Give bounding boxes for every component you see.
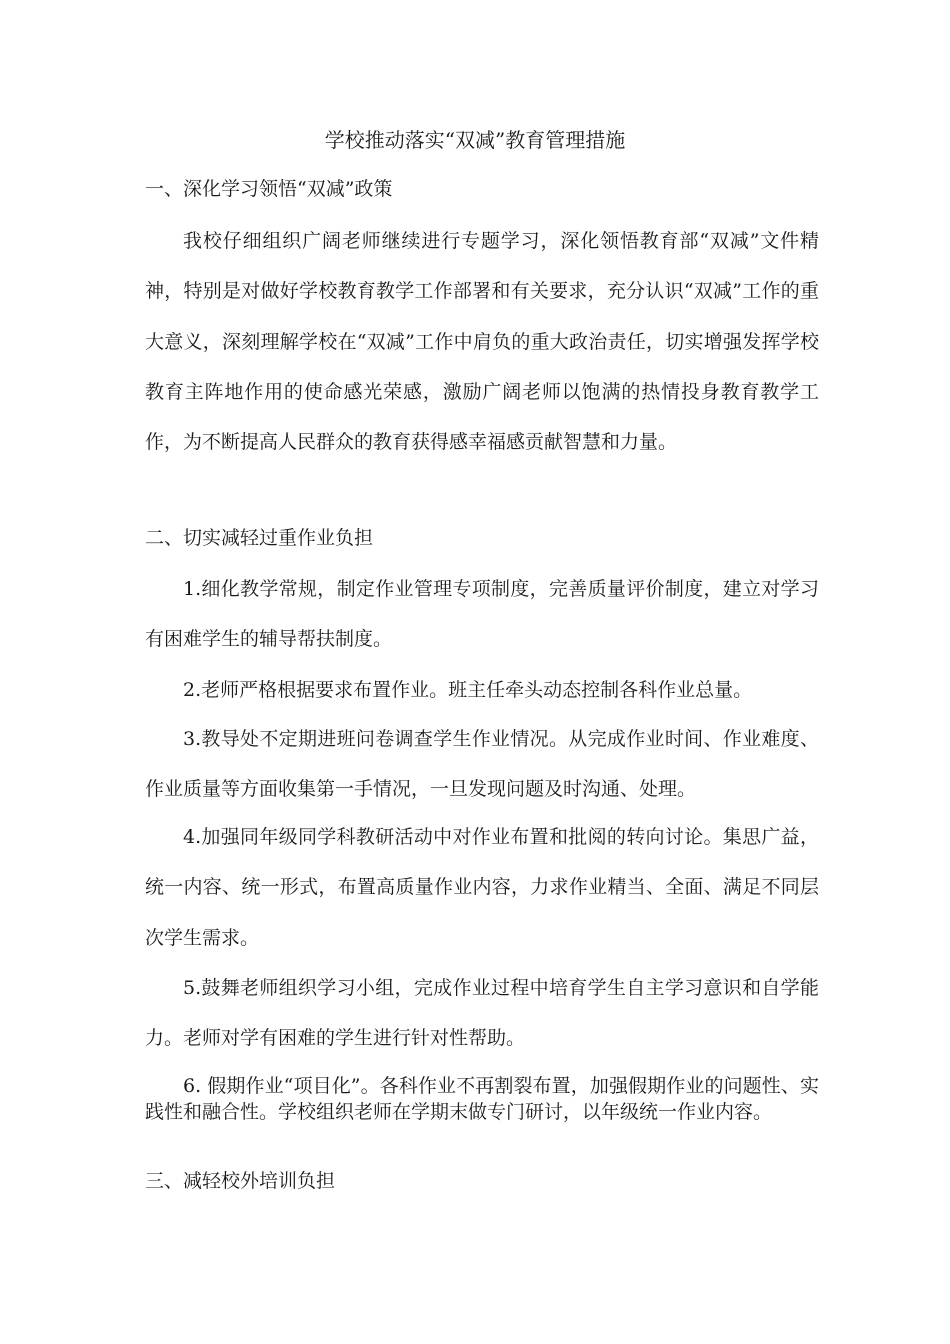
section-2-item-6: 6. 假期作业“项目化”。各科作业不再割裂布置，加强假期作业的问题性、实践性和融合性。学校组织老师在学期末做专门研讨，以年级统一作业内容。 — [145, 1075, 819, 1123]
section-2-item-2: 2.老师严格根据要求布置作业。班主任牵头动态控制各科作业总量。 — [183, 679, 753, 701]
section-1-paragraph: 我校仔细组织广阔老师继续进行专题学习，深化领悟教育部“双减”文件精神，特别是对做好学校教育教学工作部署和有关要求，充分认识“双减”工作的重大意义，深刻理解学校在“双减”工作中肩负的重大政治责任，切实增强发挥学校教育主阵地作用的使命感光荣感，激励广阔老师以饱满的热情投身教育教学工作，为不断提高人民群众的教育获得感幸福感贡献智慧和力量。 — [145, 230, 819, 454]
section-heading-2: 二、切实减轻过重作业负担 — [145, 527, 374, 549]
section-heading-1: 一、深化学习领悟“双减”政策 — [145, 178, 393, 200]
document-title: 学校推动落实“双减”教育管理措施 — [324, 128, 626, 152]
section-2-item-3: 3.教导处不定期进班问卷调查学生作业情况。从完成作业时间、作业难度、作业质量等方面收集第一手情况，一旦发现问题及时沟通、处理。 — [145, 728, 819, 801]
section-2-item-4: 4.加强同年级同学科教研活动中对作业布置和批阅的转向讨论。集思广益，统一内容、统一形式，布置高质量作业内容，力求作业精当、全面、满足不同层次学生需求。 — [145, 826, 819, 949]
section-2-item-1: 1.细化教学常规，制定作业管理专项制度，完善质量评价制度，建立对学习有困难学生的辅导帮扶制度。 — [145, 578, 819, 651]
section-heading-3: 三、减轻校外培训负担 — [145, 1170, 336, 1192]
section-2-item-5: 5.鼓舞老师组织学习小组，完成作业过程中培育学生自主学习意识和自学能力。老师对学有困难的学生进行针对性帮助。 — [145, 977, 819, 1050]
